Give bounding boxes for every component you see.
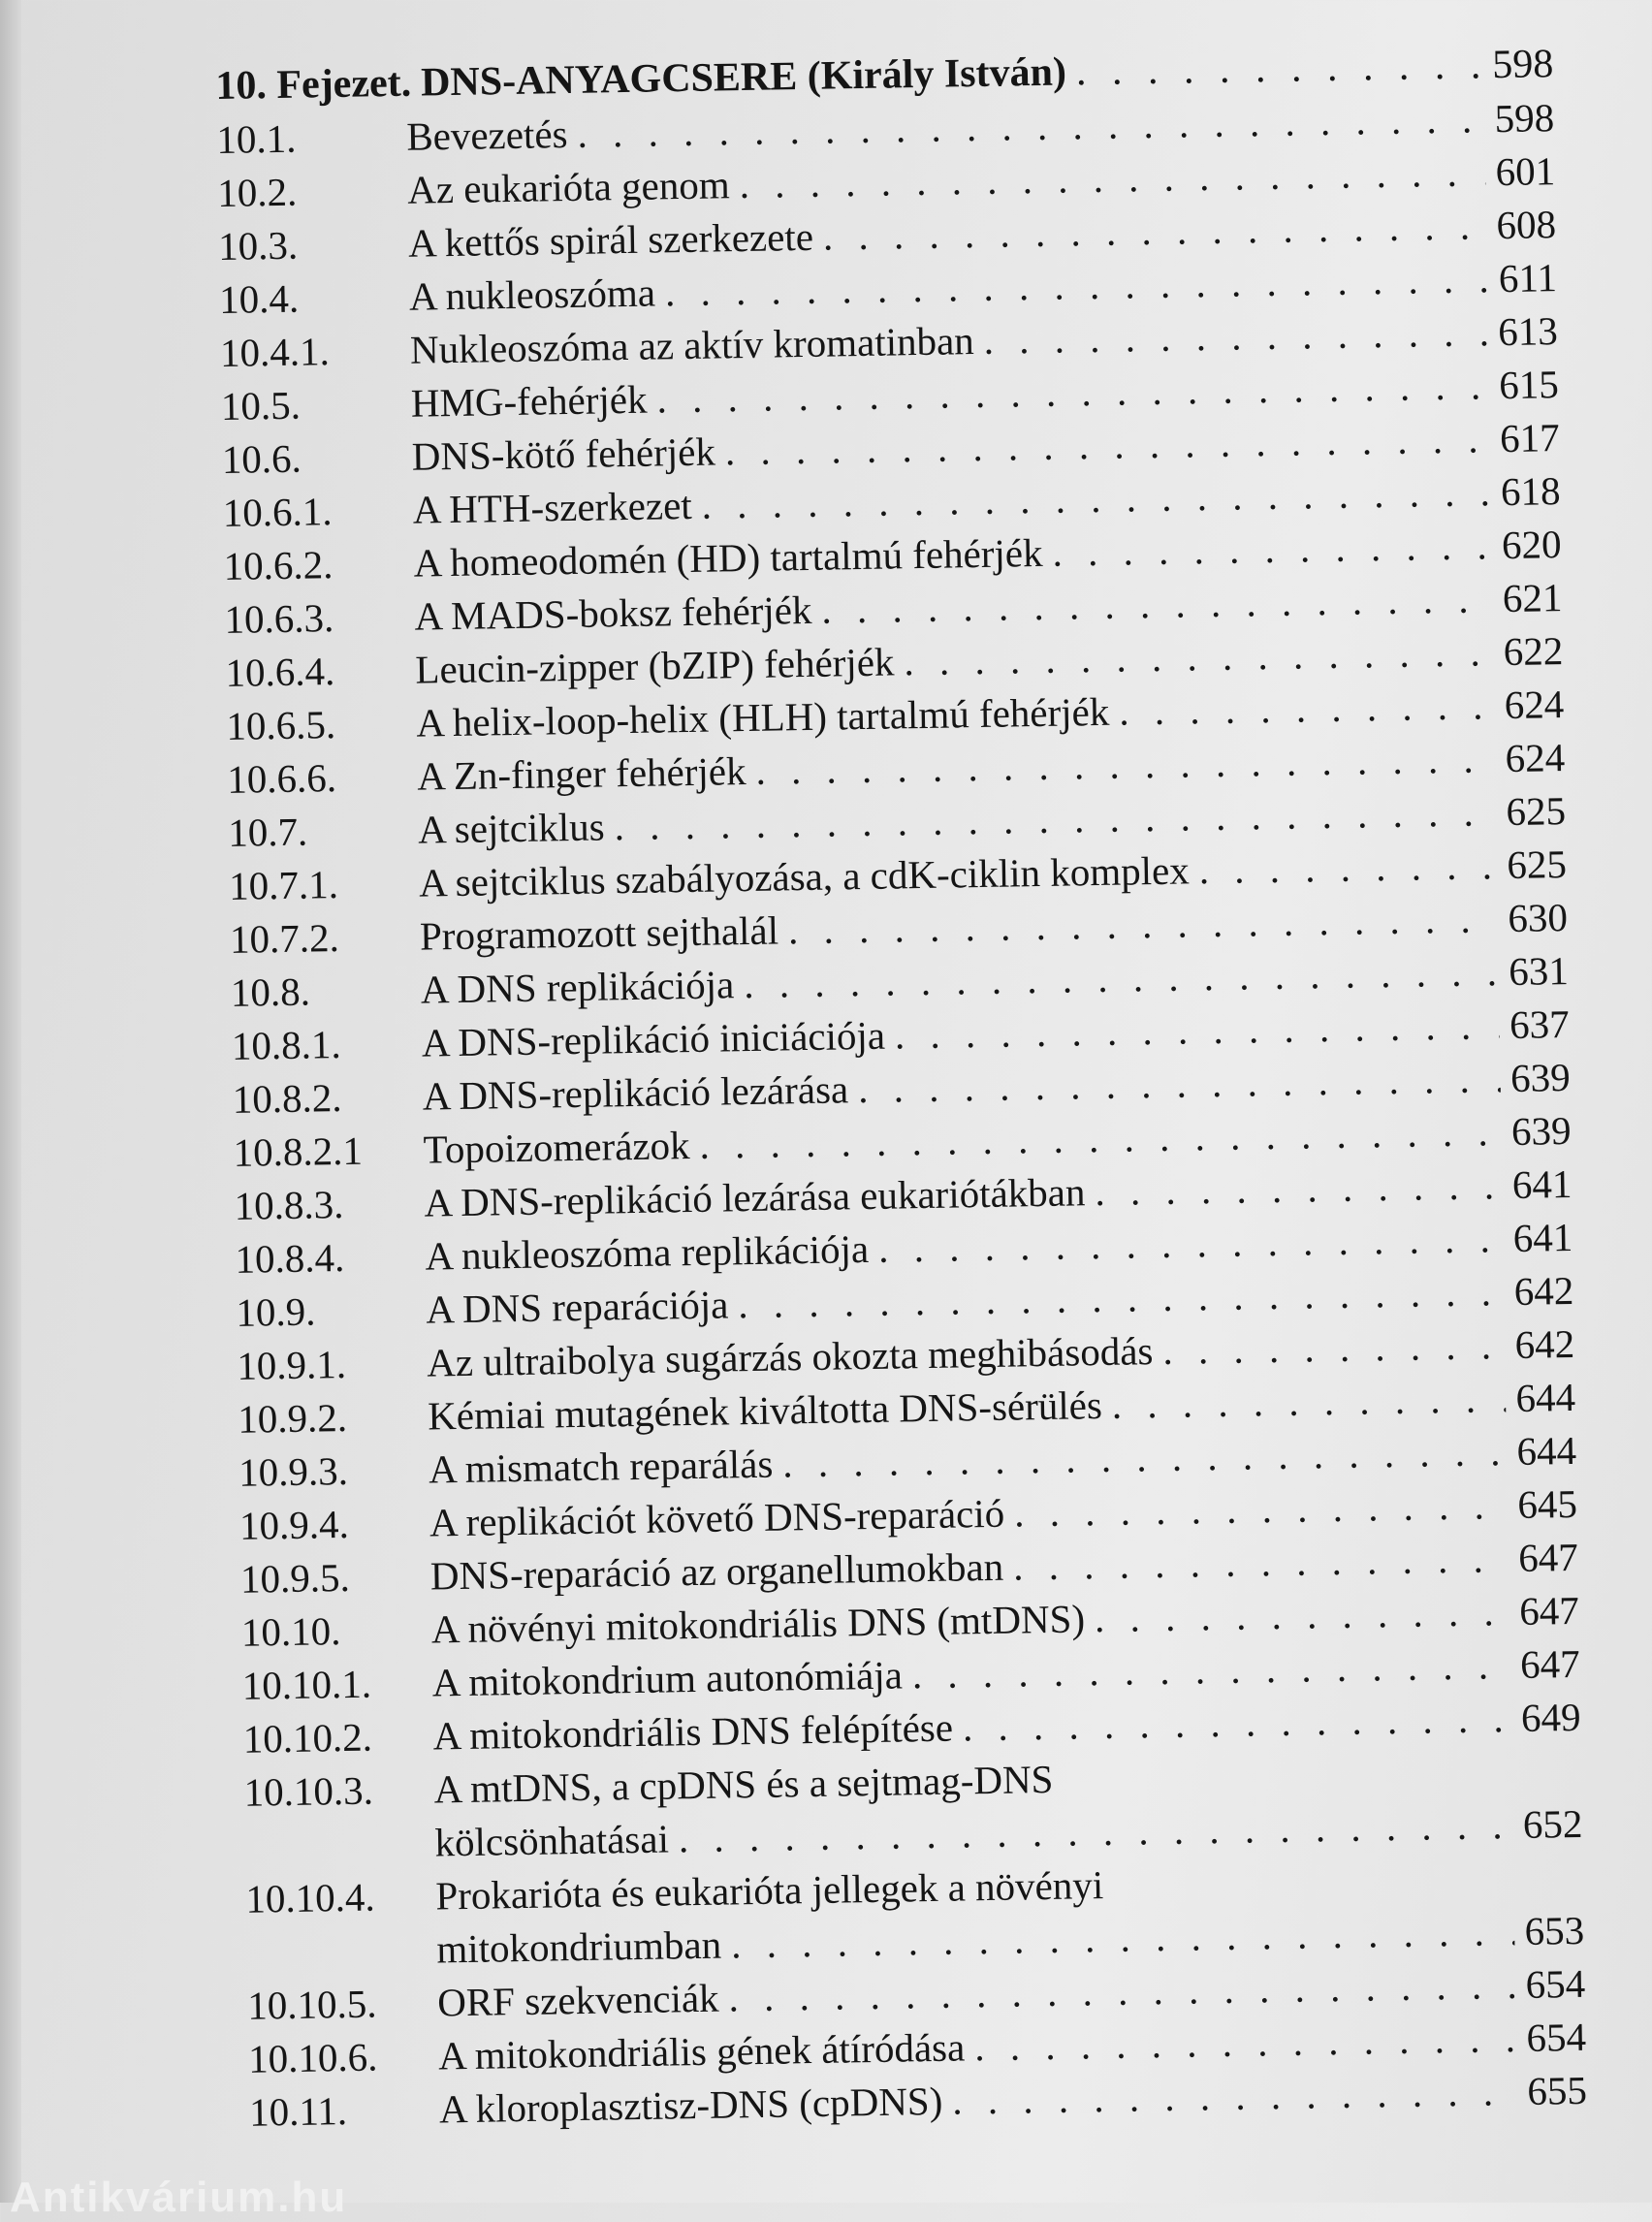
section-number: 10.10.5. [246, 1981, 377, 2028]
section-title: A mtDNS, a cpDNS és a sejtmag-DNS [433, 1756, 1054, 1812]
section-number: 10.8.1. [231, 1021, 341, 1068]
section-number: 10.6.4. [225, 649, 335, 695]
section-title: A mitokondriális gének átíródása [437, 2024, 966, 2079]
page-number: 625 [1506, 788, 1567, 835]
dot-leader [1014, 1478, 1509, 1540]
page-number: 639 [1509, 1054, 1571, 1100]
page-number: 631 [1508, 947, 1570, 995]
dot-leader [1095, 1585, 1510, 1645]
section-number: 10.9.4. [238, 1501, 350, 1548]
page-number: 624 [1505, 735, 1566, 781]
page-number: 622 [1503, 628, 1564, 675]
chapter-title: DNS-ANYAGCSERE (Király István) [420, 49, 1067, 106]
page-number: 621 [1502, 575, 1563, 621]
section-number: 10.3. [217, 222, 299, 269]
section-number: 10.10. [240, 1608, 341, 1655]
section-number: 10.7.2. [229, 915, 340, 962]
page-number: 653 [1524, 1907, 1585, 1953]
section-title: A DNS replikációja [420, 962, 735, 1012]
section-number: 10.9.5. [239, 1554, 351, 1602]
section-title: A MADS-boksz fehérjék [414, 587, 812, 639]
section-number: 10.7.1. [228, 862, 339, 908]
section-title: Kémiai mutagének kiváltotta DNS-sérülés [427, 1382, 1103, 1439]
section-title: Leucin-zipper (bZIP) fehérjék [415, 639, 895, 692]
page-number: 644 [1515, 1374, 1576, 1420]
section-number: 10.9.3. [238, 1447, 349, 1495]
dot-leader [1013, 1532, 1509, 1593]
page-number: 625 [1507, 841, 1568, 888]
section-title: mitokondriumban [435, 1921, 722, 1972]
page-number: 613 [1497, 308, 1559, 355]
page-number: 639 [1510, 1107, 1572, 1154]
dot-leader [1095, 1159, 1503, 1219]
chapter-number: 10. Fejezet. [215, 60, 412, 109]
section-title: A sejtciklus szabályozása, a cdK-ciklin komplex [418, 847, 1191, 905]
section-title: A mitokondrium autonómiája [431, 1652, 904, 1705]
dot-leader [1162, 1318, 1506, 1378]
page-number: 652 [1522, 1800, 1583, 1847]
section-number: 10.10.6. [247, 2034, 378, 2081]
section-title: A Zn-finger fehérjék [416, 748, 747, 799]
dot-leader [895, 999, 1501, 1062]
section-title: kölcsönhatásai [434, 1816, 670, 1865]
section-number: 10.8.2.1 [233, 1127, 364, 1175]
section-number: 10.6.5. [226, 702, 336, 748]
section-title: A DNS reparációja [426, 1282, 729, 1332]
section-title: A replikációt követő DNS-reparáció [429, 1490, 1005, 1545]
dot-leader [963, 1692, 1511, 1754]
section-title: Prokarióta és eukarióta jellegek a növényi [435, 1862, 1104, 1919]
page-number: 642 [1513, 1267, 1574, 1314]
section-title: A növényi mitokondriális DNS (mtDNS) [430, 1596, 1086, 1652]
dot-leader [1052, 519, 1492, 580]
dot-leader [1198, 839, 1497, 897]
page-number: 618 [1500, 468, 1561, 515]
section-number: 10.9. [236, 1288, 316, 1335]
section-number: 10.9.1. [236, 1341, 347, 1388]
section-number: 10.10.3. [243, 1767, 374, 1815]
section-number: 10.6.2. [223, 542, 334, 588]
section-title: A helix-loop-helix (HLH) tartalmú fehérjék [415, 688, 1110, 746]
page-number: 620 [1501, 522, 1562, 568]
dot-leader [911, 1638, 1510, 1701]
section-number: 10.6. [221, 435, 302, 482]
page-number: 647 [1517, 1534, 1579, 1580]
dot-leader [1075, 39, 1483, 99]
section-number: 10.1. [215, 115, 297, 162]
dot-leader [952, 2065, 1518, 2128]
section-title: A DNS-replikáció iniciációja [421, 1012, 886, 1065]
section-title: ORF szekvenciák [436, 1975, 719, 2025]
section-title: Topoizomerázok [423, 1123, 690, 1172]
section-number: 10.6.1. [222, 489, 333, 535]
section-number: 10.6.6. [226, 755, 337, 802]
page-number: 649 [1520, 1694, 1581, 1740]
page-number: 601 [1495, 148, 1556, 195]
page-number: 615 [1498, 362, 1560, 408]
section-number: 10.4.1. [219, 329, 331, 375]
section-title: Programozott sejthalál [419, 907, 779, 959]
page-number: 641 [1511, 1160, 1573, 1207]
page-number: 624 [1504, 682, 1565, 728]
section-title: A sejtciklus [417, 804, 606, 852]
page-number: 655 [1527, 2067, 1588, 2113]
section-title: A homeodomén (HD) tartalmú fehérjék [413, 529, 1043, 586]
page-number: 617 [1499, 415, 1561, 461]
section-title: A HTH-szerkezet [412, 482, 693, 532]
page-number: 630 [1507, 894, 1569, 941]
toc-entries [216, 91, 1587, 2140]
page-number: 654 [1525, 1960, 1586, 2007]
section-number: 10.8.2. [232, 1074, 342, 1122]
dot-leader [974, 2012, 1517, 2074]
page-number: 642 [1514, 1320, 1575, 1367]
page-number: 608 [1496, 202, 1557, 248]
page-number: 654 [1526, 2014, 1587, 2060]
section-title: A nukleoszóma [408, 270, 656, 319]
dot-leader [904, 625, 1494, 688]
section-number: 10.9.2. [237, 1394, 348, 1442]
page-number: 647 [1519, 1640, 1580, 1687]
section-title: A kettős spirál szerkezete [407, 213, 814, 266]
section-title: A kloroplasztisz-DNS (cpDNS) [438, 2078, 943, 2132]
section-title: A mismatch reparálás [428, 1441, 774, 1492]
page-edge-shadow [0, 0, 21, 2203]
section-number: 10.7. [227, 809, 308, 855]
section-number: 10.8.3. [234, 1181, 344, 1228]
section-title: DNS-reparáció az organellumokban [429, 1543, 1004, 1599]
section-title: DNS-kötő fehérjék [411, 429, 716, 479]
section-number: 10.10.2. [242, 1714, 373, 1762]
table-of-contents [215, 38, 1587, 2140]
dot-leader [983, 305, 1488, 367]
page-number: 641 [1512, 1214, 1573, 1260]
section-number: 10.5. [220, 382, 302, 429]
section-number: 10.4. [218, 275, 300, 322]
section-title: HMG-fehérjék [410, 376, 648, 426]
section-title: A DNS-replikáció lezárása [422, 1066, 849, 1119]
page-number: 637 [1509, 1000, 1571, 1047]
page-number: 611 [1498, 255, 1558, 302]
section-number: 10.8. [230, 968, 311, 1015]
dot-leader [1111, 1372, 1506, 1432]
section-number: 10.2. [216, 169, 298, 215]
section-number: 10.8.4. [235, 1234, 345, 1282]
page-number: 645 [1517, 1480, 1578, 1527]
section-title: A DNS-replikáció lezárása eukariótákban [424, 1169, 1086, 1225]
section-title: Az eukarióta genom [406, 162, 731, 212]
chapter-page-number: 598 [1491, 42, 1554, 88]
section-title: Nukleoszóma az aktív kromatinban [409, 318, 975, 372]
watermark-logo: Antikvárium.hu [10, 2174, 348, 2221]
section-number: 10.10.1. [241, 1661, 372, 1708]
page-number: 644 [1516, 1427, 1577, 1474]
section-number: 10.11. [248, 2088, 348, 2135]
dot-leader [1119, 679, 1495, 738]
section-number: 10.6.3. [224, 595, 334, 642]
section-title: Bevezetés [405, 111, 568, 159]
page-number: 598 [1494, 95, 1555, 142]
section-number: 10.10.4. [245, 1874, 376, 1921]
section-title: A nukleoszóma replikációja [425, 1225, 870, 1279]
section-title: A mitokondriális DNS felépítése [432, 1704, 954, 1759]
page-number: 647 [1518, 1587, 1580, 1634]
section-title: Az ultraibolya sugárzás okozta meghibásodás [426, 1328, 1154, 1385]
